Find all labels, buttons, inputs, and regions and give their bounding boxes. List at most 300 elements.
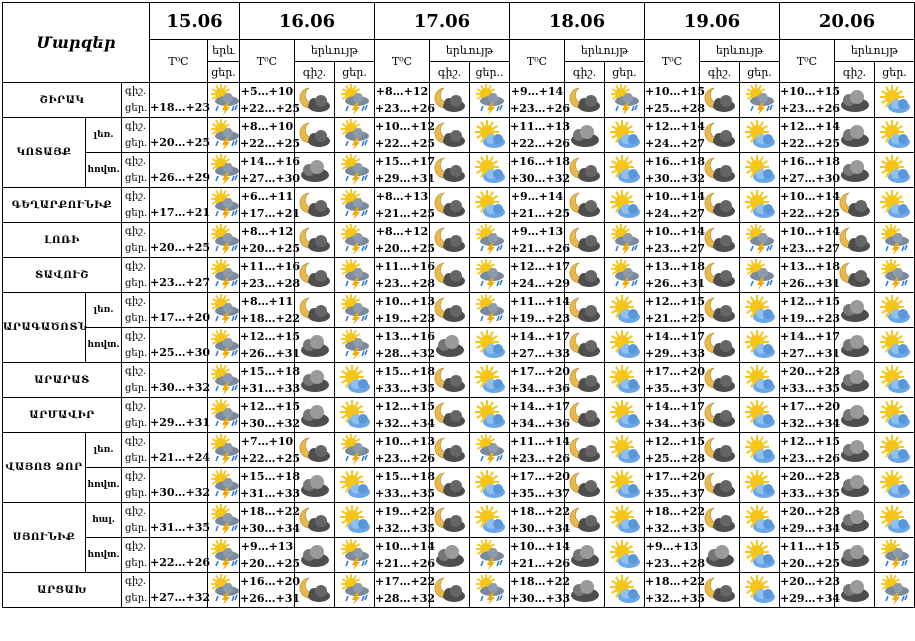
day-header: ցեր. <box>875 62 915 83</box>
moon-cloud-icon <box>700 363 740 398</box>
sun-cloud-icon <box>740 363 780 398</box>
temp-range: +9…+14 +21…+25 <box>510 188 565 223</box>
time-of-day: գիշ. ցեր. <box>122 118 150 153</box>
temp-header: T⁰C <box>240 40 295 83</box>
thunderstorm-icon <box>208 468 240 503</box>
sun-cloud-icon <box>335 363 375 398</box>
region-name: ԱՐԱԳԱԾՈՏՆ <box>3 293 86 363</box>
thunderstorm-icon <box>208 188 240 223</box>
temp-range: +5…+10 +22…+25 <box>240 83 295 118</box>
region-name: ԼՈՌԻ <box>3 223 122 258</box>
day-header: ցեր. <box>208 62 240 83</box>
region-name: ԱՐՄԱՎԻՐ <box>3 398 122 433</box>
cloudy-icon <box>835 433 875 468</box>
thunderstorm-icon <box>470 293 510 328</box>
moon-cloud-icon <box>700 153 740 188</box>
sun-cloud-icon <box>470 328 510 363</box>
thunderstorm-icon <box>740 83 780 118</box>
zone-label: հալ. <box>86 503 122 538</box>
day-header: ցեր. <box>335 62 375 83</box>
moon-cloud-icon <box>700 468 740 503</box>
moon-cloud-icon <box>700 328 740 363</box>
thunderstorm-icon <box>470 433 510 468</box>
cloudy-icon <box>835 363 875 398</box>
temp-range: +10…+14 +24…+27 <box>645 188 700 223</box>
date-header-5: 20.06 <box>780 3 915 40</box>
thunderstorm-icon <box>208 503 240 538</box>
date-header-4: 19.06 <box>645 3 780 40</box>
moon-cloud-icon <box>430 188 470 223</box>
cloudy-icon <box>835 83 875 118</box>
temp-range: +21…+24 <box>150 433 208 468</box>
sun-cloud-icon <box>875 293 915 328</box>
temp-range: +9…+14 +23…+26 <box>510 83 565 118</box>
day-header: ցեր.. <box>470 62 510 83</box>
temp-range: +12…+14 +24…+27 <box>645 118 700 153</box>
temp-range: +8…+12 +20…+25 <box>240 223 295 258</box>
temp-range: +6…+11 +17…+21 <box>240 188 295 223</box>
time-of-day: գիշ. ցեր. <box>122 293 150 328</box>
weather-header: երևույթ <box>565 40 645 62</box>
temp-range: +20…+25 <box>150 223 208 258</box>
temp-range: +22…+26 <box>150 538 208 573</box>
temp-range: +19…+23 +32…+35 <box>375 503 430 538</box>
thunderstorm-icon <box>208 328 240 363</box>
temp-range: +15…+18 +33…+35 <box>375 363 430 398</box>
sun-cloud-icon <box>605 538 645 573</box>
table-row <box>3 503 915 538</box>
sun-cloud-icon <box>875 398 915 433</box>
night-header: գիշ. <box>565 62 605 83</box>
temp-range: +18…+22 +32…+35 <box>645 503 700 538</box>
time-of-day: գիշ. ցեր. <box>122 538 150 573</box>
moon-cloud-icon <box>565 468 605 503</box>
zone-label: հովտ. <box>86 153 122 188</box>
thunderstorm-icon <box>740 223 780 258</box>
cloudy-icon <box>295 328 335 363</box>
moon-cloud-icon <box>700 293 740 328</box>
moon-cloud-icon <box>700 188 740 223</box>
moon-cloud-icon <box>565 258 605 293</box>
sun-cloud-icon <box>470 118 510 153</box>
temp-range: +10…+14 +23…+27 <box>645 223 700 258</box>
sun-cloud-icon <box>335 503 375 538</box>
temp-range: +11…+14 +19…+23 <box>510 293 565 328</box>
temp-range: +12…+14 +22…+25 <box>780 118 835 153</box>
thunderstorm-icon <box>335 118 375 153</box>
cloudy-icon <box>565 118 605 153</box>
time-of-day: գիշ. ցեր. <box>122 433 150 468</box>
thunderstorm-icon <box>335 293 375 328</box>
thunderstorm-icon <box>208 573 240 608</box>
sun-cloud-icon <box>740 503 780 538</box>
cloudy-icon <box>835 293 875 328</box>
temp-range: +20…+23 +33…+35 <box>780 468 835 503</box>
moon-cloud-icon <box>835 258 875 293</box>
time-of-day: գիշ. ցեր. <box>122 503 150 538</box>
region-name: ԱՐՑԱԽ <box>3 573 122 608</box>
temp-range: +30…+32 <box>150 468 208 503</box>
weather-header: երևույթ <box>295 40 375 62</box>
sun-cloud-icon <box>740 118 780 153</box>
day-header: ցեր. <box>605 62 645 83</box>
temp-header: T⁰C <box>510 40 565 83</box>
cloudy-icon <box>430 538 470 573</box>
moon-cloud-icon <box>430 398 470 433</box>
thunderstorm-icon <box>335 83 375 118</box>
temp-range: +20…+25 <box>150 118 208 153</box>
temp-range: +16…+18 +27…+30 <box>780 153 835 188</box>
temp-range: +13…+16 +28…+32 <box>375 328 430 363</box>
temp-range: +18…+22 +30…+33 <box>510 573 565 608</box>
temp-range: +18…+22 +32…+35 <box>645 573 700 608</box>
cloudy-icon <box>835 573 875 608</box>
temp-range: +8…+12 +20…+25 <box>375 223 430 258</box>
date-header-2: 17.06 <box>375 3 510 40</box>
thunderstorm-icon <box>335 573 375 608</box>
regions-header: Մարզեր <box>3 3 150 83</box>
temp-range: +16…+18 +30…+32 <box>510 153 565 188</box>
temp-range: +14…+17 +29…+33 <box>645 328 700 363</box>
table-row <box>3 398 915 433</box>
night-header: գիշ. <box>295 62 335 83</box>
temp-range: +11…+14 +23…+26 <box>510 433 565 468</box>
temp-header: T⁰C <box>645 40 700 83</box>
moon-cloud-icon <box>430 433 470 468</box>
weather-header: երևույթ <box>430 40 510 62</box>
moon-cloud-icon <box>430 573 470 608</box>
sun-cloud-icon <box>740 153 780 188</box>
sun-cloud-icon <box>875 118 915 153</box>
temp-range: +9…+13 +23…+28 <box>645 538 700 573</box>
temp-range: +10…+14 +21…+26 <box>510 538 565 573</box>
temp-range: +9…+13 +20…+25 <box>240 538 295 573</box>
temp-header: T⁰C <box>150 40 208 83</box>
day-header: ցեր. <box>740 62 780 83</box>
region-name: ՏԱՎՈՒՇ <box>3 258 122 293</box>
cloudy-icon <box>835 153 875 188</box>
thunderstorm-icon <box>208 118 240 153</box>
thunderstorm-icon <box>875 258 915 293</box>
temp-range: +10…+14 +22…+25 <box>780 188 835 223</box>
table-row <box>3 188 915 223</box>
thunderstorm-icon <box>335 223 375 258</box>
moon-cloud-icon <box>565 503 605 538</box>
night-header: գիշ. <box>430 62 470 83</box>
thunderstorm-icon <box>208 398 240 433</box>
moon-cloud-icon <box>430 468 470 503</box>
temp-range: +17…+21 <box>150 188 208 223</box>
zone-label: հովտ. <box>86 468 122 503</box>
temp-range: +17…+22 +28…+32 <box>375 573 430 608</box>
temp-range: +8…+12 +23…+26 <box>375 83 430 118</box>
temp-range: +14…+17 +27…+31 <box>780 328 835 363</box>
moon-cloud-icon <box>700 398 740 433</box>
sun-cloud-icon <box>605 468 645 503</box>
temp-range: +15…+18 +31…+33 <box>240 468 295 503</box>
cloudy-icon <box>835 118 875 153</box>
temp-range: +10…+15 +23…+26 <box>780 83 835 118</box>
moon-cloud-icon <box>295 293 335 328</box>
weather-header: երև <box>208 40 240 62</box>
zone-label: լեռ. <box>86 433 122 468</box>
moon-cloud-icon <box>430 223 470 258</box>
sun-cloud-icon <box>605 188 645 223</box>
temp-range: +12…+15 +21…+25 <box>645 293 700 328</box>
region-name: ԱՐԱՐԱՏ <box>3 363 122 398</box>
sun-cloud-icon <box>740 188 780 223</box>
cloudy-icon <box>835 468 875 503</box>
temp-range: +16…+20 +26…+31 <box>240 573 295 608</box>
sun-cloud-icon <box>335 468 375 503</box>
temp-range: +12…+15 +26…+31 <box>240 328 295 363</box>
temp-header: T⁰C <box>375 40 430 83</box>
thunderstorm-icon <box>605 83 645 118</box>
moon-cloud-icon <box>565 223 605 258</box>
region-name: ՍՅՈՒՆԻՔ <box>3 503 86 573</box>
temp-range: +17…+20 <box>150 293 208 328</box>
table-row <box>3 153 915 188</box>
temp-range: +11…+13 +22…+26 <box>510 118 565 153</box>
temp-range: +11…+15 +20…+25 <box>780 538 835 573</box>
thunderstorm-icon <box>335 153 375 188</box>
temp-range: +15…+18 +33…+35 <box>375 468 430 503</box>
table-row <box>3 433 915 468</box>
temp-range: +10…+13 +23…+26 <box>375 433 430 468</box>
time-of-day: գիշ. ցեր. <box>122 83 150 118</box>
moon-cloud-icon <box>565 398 605 433</box>
temp-range: +13…+18 +26…+31 <box>645 258 700 293</box>
cloudy-icon <box>295 363 335 398</box>
thunderstorm-icon <box>335 328 375 363</box>
temp-range: +15…+17 +29…+31 <box>375 153 430 188</box>
sun-cloud-icon <box>875 83 915 118</box>
temp-range: +20…+23 +29…+34 <box>780 503 835 538</box>
temp-range: +12…+17 +24…+29 <box>510 258 565 293</box>
temp-range: +17…+20 +35…+37 <box>645 363 700 398</box>
moon-cloud-icon <box>700 118 740 153</box>
sun-cloud-icon <box>335 398 375 433</box>
cloudy-icon <box>295 538 335 573</box>
zone-label: լեռ. <box>86 118 122 153</box>
cloudy-icon <box>295 153 335 188</box>
moon-cloud-icon <box>295 258 335 293</box>
thunderstorm-icon <box>740 258 780 293</box>
temp-range: +14…+17 +34…+36 <box>645 398 700 433</box>
temp-header: T⁰C <box>780 40 835 83</box>
region-name: ԳԵՂԱՐՔՈՒՆԻՔ <box>3 188 122 223</box>
temp-range: +12…+15 +32…+34 <box>375 398 430 433</box>
temp-range: +31…+35 <box>150 503 208 538</box>
table-row <box>3 468 915 503</box>
temp-range: +12…+15 +19…+23 <box>780 293 835 328</box>
region-name: ԿՈՏԱՅՔ <box>3 118 86 188</box>
cloudy-icon <box>295 398 335 433</box>
temp-range: +17…+20 +32…+34 <box>780 398 835 433</box>
sun-cloud-icon <box>605 573 645 608</box>
temp-range: +17…+20 +35…+37 <box>510 468 565 503</box>
moon-cloud-icon <box>430 153 470 188</box>
temp-range: +17…+20 +34…+36 <box>510 363 565 398</box>
temp-range: +10…+14 +21…+26 <box>375 538 430 573</box>
sun-cloud-icon <box>605 363 645 398</box>
time-of-day: գիշ. ցեր. <box>122 363 150 398</box>
thunderstorm-icon <box>208 83 240 118</box>
moon-cloud-icon <box>430 258 470 293</box>
thunderstorm-icon <box>208 153 240 188</box>
zone-label: հովտ. <box>86 538 122 573</box>
zone-label: հովտ. <box>86 328 122 363</box>
moon-cloud-icon <box>835 188 875 223</box>
moon-cloud-icon <box>295 503 335 538</box>
time-of-day: գիշ. ցեր. <box>122 223 150 258</box>
region-name: ՎԱՅՈՑ ՁՈՐ <box>3 433 86 503</box>
moon-cloud-icon <box>835 223 875 258</box>
moon-cloud-icon <box>700 573 740 608</box>
temp-range: +12…+15 +25…+28 <box>645 433 700 468</box>
time-of-day: գիշ. ցեր. <box>122 258 150 293</box>
sun-cloud-icon <box>605 503 645 538</box>
temp-range: +15…+18 +31…+33 <box>240 363 295 398</box>
temp-range: +9…+13 +21…+26 <box>510 223 565 258</box>
sun-cloud-icon <box>470 188 510 223</box>
weather-header: երևույթ <box>700 40 780 62</box>
time-of-day: գիշ. ցեր. <box>122 328 150 363</box>
table-row <box>3 258 915 293</box>
moon-cloud-icon <box>295 573 335 608</box>
table-row <box>3 293 915 328</box>
temp-range: +7…+10 +22…+25 <box>240 433 295 468</box>
sun-cloud-icon <box>605 153 645 188</box>
temp-range: +17…+20 +35…+37 <box>645 468 700 503</box>
temp-range: +10…+12 +22…+25 <box>375 118 430 153</box>
thunderstorm-icon <box>335 433 375 468</box>
time-of-day: գիշ. ցեր. <box>122 398 150 433</box>
temp-range: +14…+17 +34…+36 <box>510 398 565 433</box>
thunderstorm-icon <box>470 223 510 258</box>
thunderstorm-icon <box>470 258 510 293</box>
thunderstorm-icon <box>875 223 915 258</box>
sun-cloud-icon <box>740 293 780 328</box>
thunderstorm-icon <box>208 293 240 328</box>
sun-cloud-icon <box>740 468 780 503</box>
thunderstorm-icon <box>875 573 915 608</box>
forecast-table <box>2 2 915 608</box>
moon-cloud-icon <box>565 83 605 118</box>
sun-cloud-icon <box>875 328 915 363</box>
moon-cloud-icon <box>430 503 470 538</box>
sun-cloud-icon <box>605 293 645 328</box>
sun-cloud-icon <box>875 188 915 223</box>
temp-range: +8…+10 +22…+25 <box>240 118 295 153</box>
temp-range: +14…+16 +27…+30 <box>240 153 295 188</box>
moon-cloud-icon <box>295 433 335 468</box>
temp-range: +12…+15 +30…+32 <box>240 398 295 433</box>
cloudy-icon <box>565 573 605 608</box>
cloudy-icon <box>565 538 605 573</box>
thunderstorm-icon <box>208 223 240 258</box>
temp-range: +20…+23 +29…+34 <box>780 573 835 608</box>
sun-cloud-icon <box>875 363 915 398</box>
night-header: գիշ. <box>700 62 740 83</box>
cloudy-icon <box>430 328 470 363</box>
temp-range: +30…+32 <box>150 363 208 398</box>
sun-cloud-icon <box>605 433 645 468</box>
sun-cloud-icon <box>740 538 780 573</box>
thunderstorm-icon <box>605 223 645 258</box>
temp-range: +10…+13 +19…+23 <box>375 293 430 328</box>
cloudy-icon <box>835 328 875 363</box>
moon-cloud-icon <box>295 223 335 258</box>
sun-cloud-icon <box>875 433 915 468</box>
time-of-day: գիշ. ցեր. <box>122 153 150 188</box>
thunderstorm-icon <box>335 258 375 293</box>
temp-range: +8…+11 +18…+22 <box>240 293 295 328</box>
temp-range: +18…+22 +30…+34 <box>240 503 295 538</box>
moon-cloud-icon <box>430 363 470 398</box>
sun-cloud-icon <box>875 153 915 188</box>
thunderstorm-icon <box>605 258 645 293</box>
moon-cloud-icon <box>700 83 740 118</box>
sun-cloud-icon <box>740 328 780 363</box>
moon-cloud-icon <box>565 433 605 468</box>
temp-range: +27…+32 <box>150 573 208 608</box>
zone-label: լեռ. <box>86 293 122 328</box>
sun-cloud-icon <box>470 503 510 538</box>
sun-cloud-icon <box>740 433 780 468</box>
sun-cloud-icon <box>470 363 510 398</box>
time-of-day: գիշ. ցեր. <box>122 188 150 223</box>
date-header-3: 18.06 <box>510 3 645 40</box>
thunderstorm-icon <box>208 538 240 573</box>
moon-cloud-icon <box>700 258 740 293</box>
sun-cloud-icon <box>470 398 510 433</box>
cloudy-icon <box>295 468 335 503</box>
thunderstorm-icon <box>208 433 240 468</box>
moon-cloud-icon <box>295 188 335 223</box>
region-name: ՇԻՐԱԿ <box>3 83 122 118</box>
thunderstorm-icon <box>470 573 510 608</box>
moon-cloud-icon <box>430 118 470 153</box>
moon-cloud-icon <box>295 83 335 118</box>
time-of-day: գիշ. ցեր. <box>122 468 150 503</box>
sun-cloud-icon <box>740 573 780 608</box>
moon-cloud-icon <box>565 153 605 188</box>
thunderstorm-icon <box>208 363 240 398</box>
moon-cloud-icon <box>295 118 335 153</box>
cloudy-icon <box>835 503 875 538</box>
time-of-day: գիշ. ցեր. <box>122 573 150 608</box>
thunderstorm-icon <box>335 188 375 223</box>
table-row <box>3 538 915 573</box>
moon-cloud-icon <box>430 293 470 328</box>
temp-range: +23…+27 <box>150 258 208 293</box>
thunderstorm-icon <box>208 258 240 293</box>
temp-range: +20…+23 +33…+35 <box>780 363 835 398</box>
sun-cloud-icon <box>605 118 645 153</box>
sun-cloud-icon <box>605 398 645 433</box>
weather-header: երևույթ <box>835 40 915 62</box>
sun-cloud-icon <box>470 468 510 503</box>
temp-range: +10…+14 +23…+27 <box>780 223 835 258</box>
temp-range: +10…+15 +25…+28 <box>645 83 700 118</box>
table-row <box>3 83 915 118</box>
temp-range: +8…+13 +21…+25 <box>375 188 430 223</box>
table-row <box>3 573 915 608</box>
cloudy-icon <box>700 538 740 573</box>
thunderstorm-icon <box>875 538 915 573</box>
moon-cloud-icon <box>565 293 605 328</box>
